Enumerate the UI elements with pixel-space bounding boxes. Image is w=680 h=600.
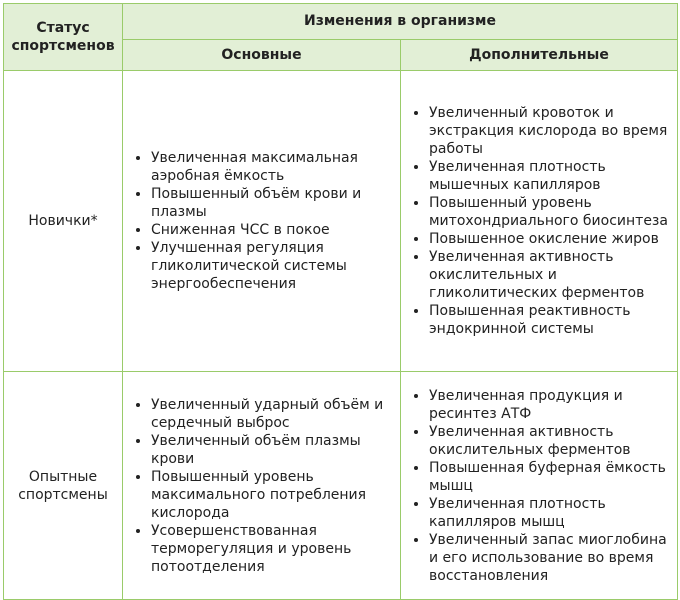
status-label: Новички*: [28, 213, 98, 229]
header-additional: [401, 39, 678, 70]
list-item: • Увеличенная активность окислительных и гликолитических ферментов: [429, 248, 673, 302]
list-item: • Увеличенная плотность мышечных капилляров: [429, 158, 673, 194]
header-status-label: Статус спортсменов: [11, 20, 115, 54]
status-cell: [4, 71, 123, 372]
header-additional-label: Дополнительные: [469, 46, 609, 63]
table-row: [4, 71, 678, 372]
header-main: [123, 39, 401, 70]
list-item: • Увеличенная максимальная аэробная ёмкость: [151, 149, 396, 185]
header-row-top: [4, 4, 678, 40]
list-item: • Усовершенствованная терморегуляция и уровень потоотделения: [151, 522, 396, 576]
main-changes-cell: [123, 71, 401, 372]
main-changes-list: [123, 149, 400, 293]
list-item: • Увеличенная активность окислительных ферментов: [429, 423, 673, 459]
header-status: [4, 4, 123, 71]
main-changes-list: [123, 396, 400, 576]
list-item: • Повышенная буферная ёмкость мышц: [429, 459, 673, 495]
status-label: Опытные спортсмены: [18, 468, 108, 503]
adaptation-table: [3, 3, 678, 600]
list-item: • Повышенное окисление жиров: [429, 230, 673, 248]
list-item: • Увеличенный объём плазмы крови: [151, 432, 396, 468]
list-item: • Повышенный уровень митохондриального биосинтеза: [429, 194, 673, 230]
additional-changes-cell: [401, 71, 678, 372]
header-main-label: Основные: [221, 46, 302, 63]
list-item: • Увеличенная продукция и ресинтез АТФ: [429, 387, 673, 423]
list-item: • Увеличенный кровоток и экстракция кислорода во время работы: [429, 104, 673, 158]
table-row: [4, 372, 678, 600]
list-item: • Сниженная ЧСС в покое: [151, 221, 396, 239]
header-changes: [123, 4, 678, 40]
header-changes-label: Изменения в организме: [304, 13, 496, 30]
list-item: • Повышенный уровень максимального потребления кислорода: [151, 468, 396, 522]
list-item: • Увеличенная плотность капилляров мышц: [429, 495, 673, 531]
status-cell: [4, 372, 123, 600]
list-item: • Увеличенный запас миоглобина и его использование во время восстановления: [429, 531, 673, 585]
list-item: • Повышенная реактивность эндокринной системы: [429, 302, 673, 338]
additional-changes-list: [401, 104, 677, 338]
list-item: • Повышенный объём крови и плазмы: [151, 185, 396, 221]
additional-changes-cell: [401, 372, 678, 600]
list-item: • Увеличенный ударный объём и сердечный выброс: [151, 396, 396, 432]
main-changes-cell: [123, 372, 401, 600]
additional-changes-list: [401, 387, 677, 585]
list-item: • Улучшенная регуляция гликолитической системы энергообеспечения: [151, 239, 396, 293]
